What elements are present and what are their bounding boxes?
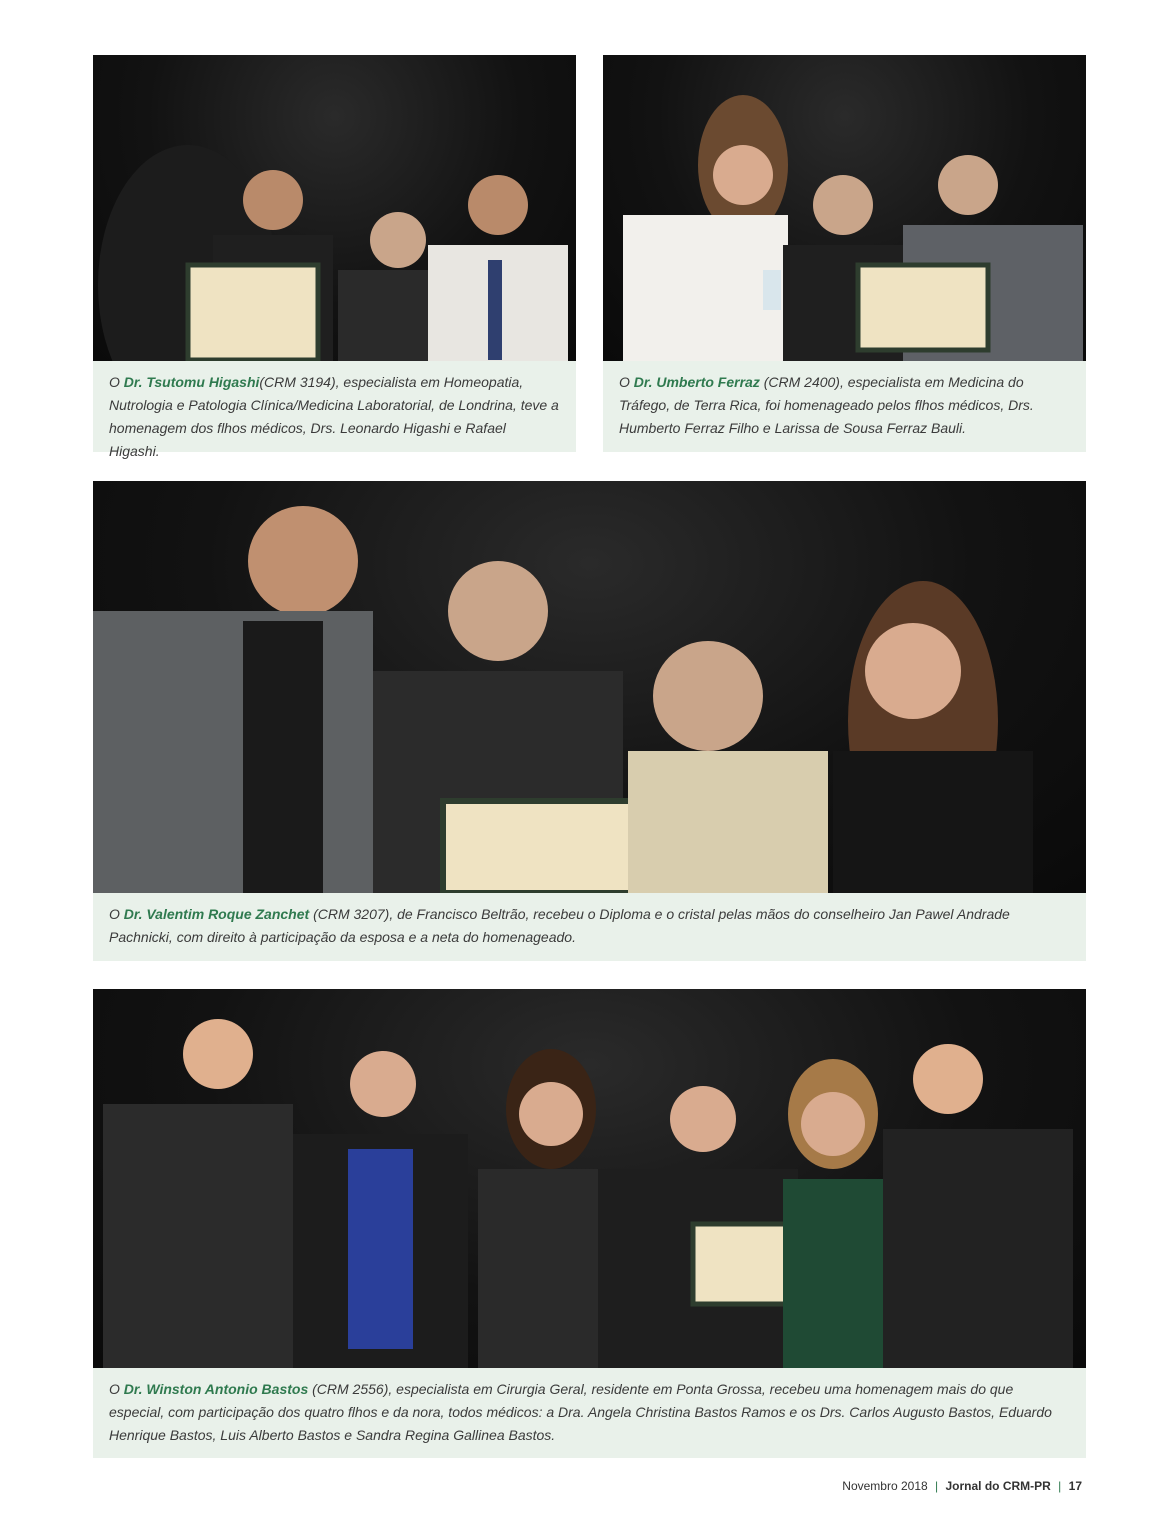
caption-lead: O xyxy=(109,1381,124,1397)
photo-zanchet xyxy=(93,481,1086,893)
caption-lead: O xyxy=(109,906,124,922)
photo-ferraz xyxy=(603,55,1086,361)
caption-text: (CRM 2400), especialista em Medicina do Tráfego, de Terra Rica, foi homenageado pelos flhos médicos, Drs. Humberto Ferraz Filho e Larissa de Sousa Ferraz Bauli. xyxy=(619,374,1034,436)
photo-block-higashi xyxy=(93,55,576,459)
issue-date: Novembro 2018 xyxy=(842,1479,928,1493)
caption-bastos xyxy=(93,1368,1086,1458)
page-footer xyxy=(842,1479,1082,1493)
caption-text: (CRM 2556), especialista em Cirurgia Geral, residente em Ponta Grossa, recebeu uma homenagem mais do que especial, com participação dos quatro flhos e da nora, todos médicos: a Dra. Angela Christina Bastos Ramos e os Drs. Carlos Augusto Bastos, Eduardo Henrique Bastos, Luis Alberto Bastos e Sandra Regina Gallinea Bastos. xyxy=(109,1381,1052,1443)
caption-text: (CRM 3207), de Francisco Beltrão, recebeu o Diploma e o cristal pelas mãos do conselheiro Jan Pawel Andrade Pachnicki, com direito à participação da esposa e a neta do homenageado. xyxy=(109,906,1010,945)
footer-separator: | xyxy=(935,1479,939,1493)
honoree-name: Dr. Winston Antonio Bastos xyxy=(123,1381,309,1397)
photo-bastos xyxy=(93,989,1086,1368)
honoree-name: Dr. Umberto Ferraz xyxy=(633,374,760,390)
photo-block-bastos xyxy=(93,989,1086,1458)
caption-lead: O xyxy=(619,374,634,390)
page-number: 17 xyxy=(1068,1479,1082,1493)
footer-separator: | xyxy=(1058,1479,1062,1493)
photo-higashi xyxy=(93,55,576,361)
photo-block-ferraz xyxy=(603,55,1086,452)
honoree-name: Dr. Tsutomu Higashi xyxy=(123,374,260,390)
caption-higashi xyxy=(93,361,576,459)
journal-name: Jornal do CRM-PR xyxy=(945,1479,1051,1493)
caption-text: (CRM 3194), especialista em Homeopatia, Nutrologia e Patologia Clínica/Medicina Laboratorial, de Londrina, teve a homenagem dos flhos médicos, Drs. Leonardo Higashi e Rafael Higashi. xyxy=(109,374,559,459)
caption-lead: O xyxy=(109,374,124,390)
caption-ferraz xyxy=(603,361,1086,452)
photo-block-zanchet xyxy=(93,481,1086,961)
caption-zanchet xyxy=(93,893,1086,961)
honoree-name: Dr. Valentim Roque Zanchet xyxy=(123,906,310,922)
